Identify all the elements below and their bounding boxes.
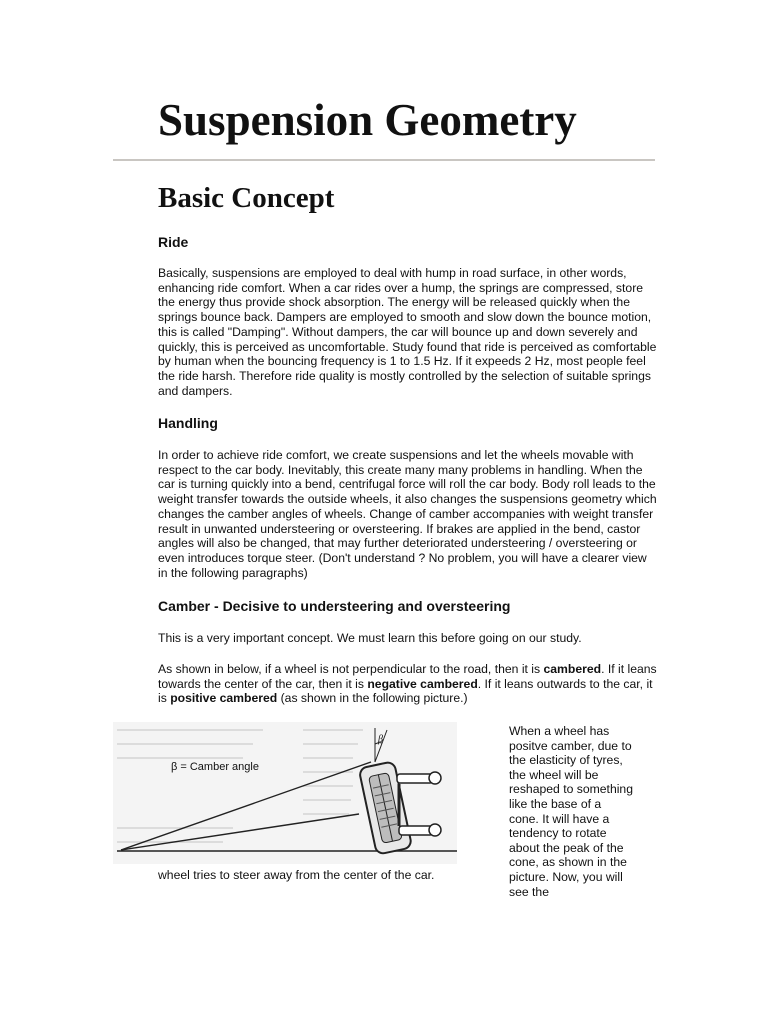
- handling-paragraph: In order to achieve ride comfort, we create suspensions and let the wheels movable with respect to the car body. Inevitably, this create many many problems in handling. When the car is turning quickly into a bend, centrifugal force will roll the car body. Body roll leads to the weight transfer towards the outside wheels, it also changes the suspensions geometry which changes the camber angles of wheels. Change of camber accompanies with weight transfer result in unwanted understeering or oversteering. If brakes are applied in the bend, castor angles will also be changed, that may further deteriorated understeering / oversteering or even introduces torque steer. (Don't understand ? No problem, you will have a clearer view in the following paragraphs): [158, 448, 657, 580]
- page-title: Suspension Geometry: [158, 95, 577, 145]
- camber-intro: This is a very important concept. We must learn this before going on our study.: [158, 631, 582, 645]
- camber-explanation-continued: wheel tries to steer away from the center of the car.: [158, 868, 435, 882]
- scan-background-lines: [117, 730, 363, 842]
- figure-beta-label: β: [378, 734, 383, 745]
- term-cambered: cambered: [543, 662, 602, 676]
- camber-angle-label: β = Camber angle: [171, 761, 259, 773]
- term-positive-cambered: positive cambered: [170, 691, 278, 706]
- camber-def-text-3: . If it leans outwards to the car, it is: [158, 676, 653, 706]
- ride-heading: Ride: [158, 234, 189, 250]
- cone-line-upper: [121, 762, 371, 850]
- camber-diagram: [113, 722, 457, 864]
- section-heading: Basic Concept: [158, 182, 335, 214]
- camber-definition: [158, 662, 658, 706]
- camber-def-text-1: As shown in below, if a wheel is not perpendicular to the road, then it is: [158, 662, 544, 676]
- ride-paragraph: Basically, suspensions are employed to deal with hump in road surface, in other words, enhancing ride comfort. When a car rides over a hump, the springs are compressed, store the energy thus provide shock absorption. The energy will be released quickly when the springs bounce back. Dampers are employed to smooth and slow down the bounce motion, this is called "Damping". Without dampers, the car will bounce up and down severely and quickly, this is perceived as uncomfortable. Study found that ride is perceived as comfortable by human when the bouncing frequency is 1 to 1.5 Hz. If it expeeds 2 Hz, most people feel the ride harsh. Therefore ride quality is mostly controlled by the selection of suitable springs and dampers.: [158, 266, 657, 398]
- camber-angle-figure: [113, 722, 457, 864]
- title-divider: [113, 159, 655, 161]
- handling-heading: Handling: [158, 415, 218, 431]
- camber-def-text-4: (as shown in the following picture.): [277, 691, 468, 706]
- camber-def-text-2: . If it leans towards the center of the car, then it is: [158, 662, 657, 691]
- cone-line-lower: [121, 814, 359, 850]
- camber-heading: Camber - Decisive to understeering and oversteering: [158, 598, 511, 614]
- camber-explanation: When a wheel has positve camber, due to the elasticity of tyres, the wheel will be reshaped to something like the base of a cone. It will have a tendency to rotate about the peak of the cone, as shown in the picture. Now, you will see the: [509, 724, 633, 899]
- term-negative-cambered: negative cambered: [367, 676, 478, 691]
